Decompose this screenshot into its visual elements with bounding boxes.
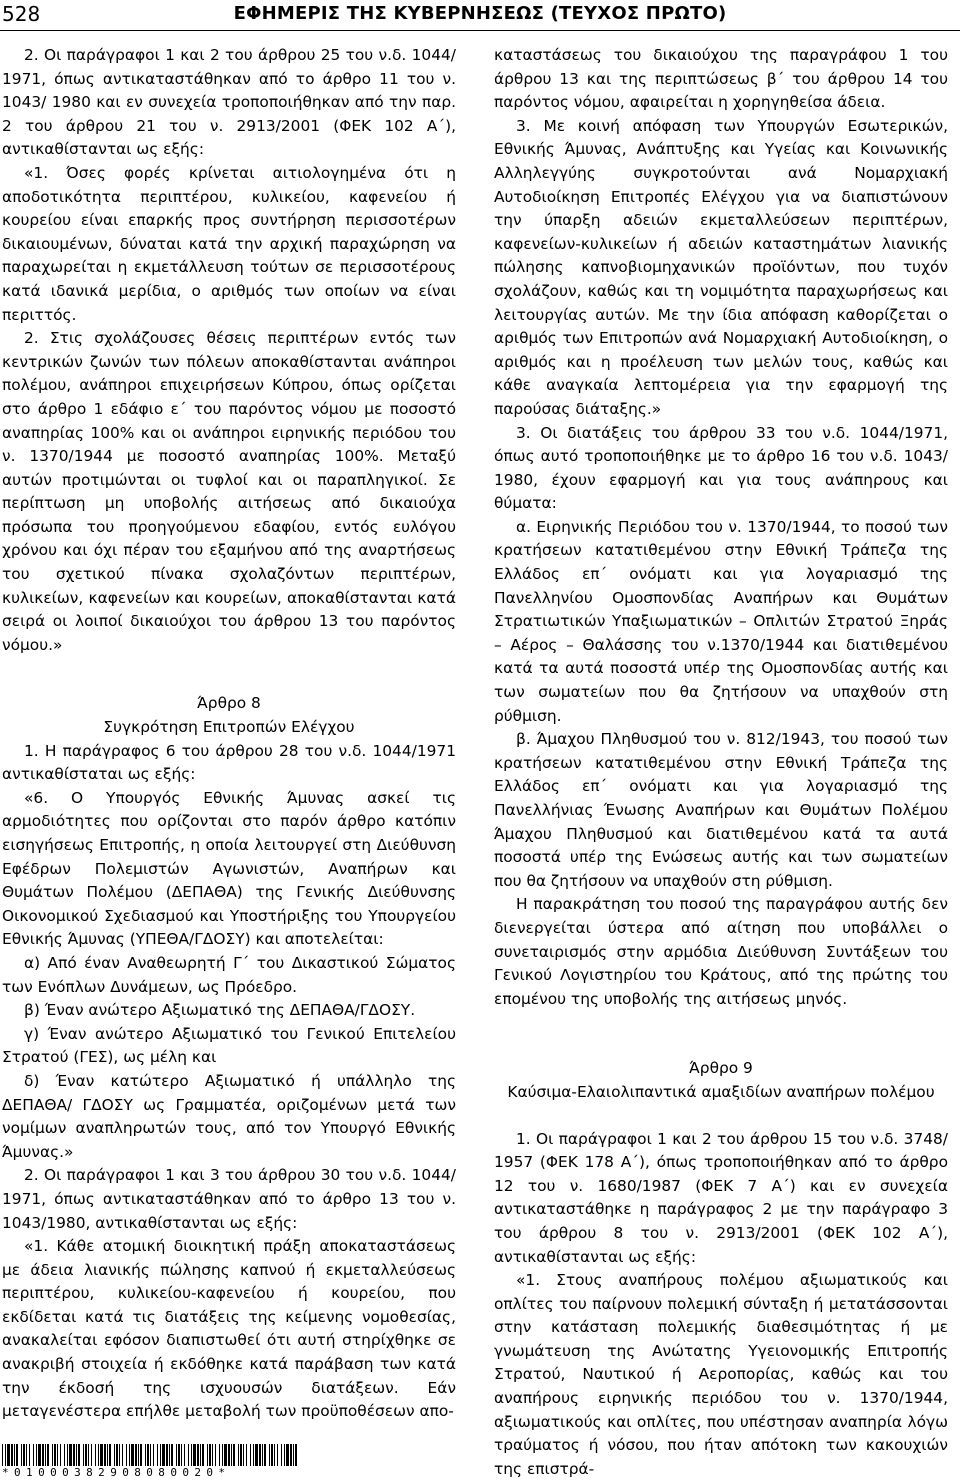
barcode-bar (52, 1444, 53, 1468)
barcode-bar (122, 1444, 123, 1468)
barcode-bar (88, 1444, 89, 1468)
barcode-bar (42, 1444, 44, 1468)
barcode-bar (5, 1444, 6, 1468)
paragraph: β) Έναν ανώτερο Αξιωματικό της ΔΕΠΑΘΑ/ΓΔΟΣΥ. (24, 1001, 416, 1020)
barcode-bar (126, 1444, 127, 1468)
barcode-bar (73, 1444, 75, 1468)
barcode-bar (212, 1444, 213, 1468)
paragraph: 3. Με κοινή απόφαση των Υπουργών Εσωτερικών, Εθνικής Άμυνας, Ανάπτυξης και Υγείας και Κοινωνικής Αλληλεγγύης συγκροτούνται ανά Νομαρχιακή Αυτοδιοίκηση Επιτροπές Ελέγχου για να διαπιστώνουν την ύπαρξη αδειών εκμεταλλεύσεων περιπτέρων, καφενείων-κυλικείων ή αδειών καταστημάτων λιανικής πώλησης καπνοβιομηχανικών προϊόντων, που τυχόν σχολάζουν, καθώς και τη νομιμότητα παραχωρήσεως και λειτουργίας αυτών. Με την ίδια απόφαση καθορίζεται ο αριθμός των Επιτροπών ανά Νομαρχιακή Αυτοδιοίκηση, ο αριθμός και η προέλευση των μελών τους, καθώς και κάθε αναγκαία λεπτομέρεια για την εφαρμογή της παρούσας διάταξης.» (494, 116, 948, 418)
barcode-bar (188, 1444, 189, 1468)
barcode-bar (100, 1444, 103, 1468)
barcode-bar (240, 1444, 242, 1468)
left-column (2, 44, 456, 1424)
barcode-bar (193, 1444, 196, 1468)
barcode-bar (224, 1444, 227, 1468)
barcode-bar (243, 1444, 244, 1468)
barcode-bar (135, 1444, 137, 1468)
barcode-bar (138, 1444, 139, 1468)
barcode-bar (129, 1444, 130, 1468)
barcode-bar (197, 1444, 199, 1468)
barcode-bar (215, 1444, 216, 1468)
barcode-bar (259, 1444, 261, 1468)
barcode-bar (295, 1444, 297, 1468)
barcode-bar (21, 1444, 22, 1468)
paragraph: 2. Στις σχολάζουσες θέσεις περιπτέρων εντός των κεντρικών ζωνών των πόλεων αποκαθίστανται ανάπηροι πολέμου, ανάπηροι επιχειρήσεων Κύπρου, όπως ορίζεται στο άρθρο 1 εδάφιο ε΄ του παρόντος νόμου με ποσοστό αναπηρίας 100% και οι ανάπηροι ειρηνικής περιόδου του ν. 1370/1944 με ποσοστό αναπηρίας 100%. Μεταξύ αυτών προτιμώνται οι τυφλοί και οι παραπληγικοί. Σε περίπτωση μη υποβολής αιτήσεως από δικαιούχα πρόσωπα του προηγούμενου εδαφίου, εντός ευλόγου χρόνου και όχι πέραν του εξαμήνου από της αναρτήσεως του σχετικού πίνακα σχολαζόντων περιπτέρων, κυλικείων, καφενείων και κουρείων, αποκαθίστανται κατά σειρά οι λοιποί δικαιούχοι του άρθρου 13 του παρόντος νόμου.» (2, 329, 456, 654)
paragraph: «6. Ο Υπουργός Εθνικής Άμυνας ασκεί τις αρμοδιότητες που ορίζονται στο παρόν άρθρο κατόπιν εισηγήσεως Επιτροπής, η οποία λειτουργεί στη Διεύθυνση Εφέδρων Πολεμιστών Αγωνιστών, Αναπήρων και Θυμάτων Πολέμου (ΔΕΠΑΘΑ) της Γενικής Διεύθυνσης Οικονομικού Σχεδιασμού και Υποστήριξης του Υπουργείου Εθνικής Άμυνας (ΥΠΕΘΑ/ΓΔΟΣΥ) και αποτελείται: (2, 788, 456, 949)
article-8-heading: Άρθρο 8 (197, 694, 261, 713)
barcode-bar (246, 1444, 247, 1468)
barcode-bar (64, 1444, 65, 1468)
barcode-bar (16, 1444, 18, 1468)
barcode-bar (147, 1444, 149, 1468)
barcode-bar (29, 1444, 30, 1468)
barcode (2, 1444, 302, 1482)
barcode-bar (209, 1444, 211, 1468)
barcode-bar (233, 1444, 235, 1468)
barcode-bar (109, 1444, 111, 1468)
paragraph: 3. Οι διατάξεις του άρθρου 33 του ν.δ. 1044/1971, όπως αυτό τροποποιήθηκε με το άρθρο 16 του ν.δ. 1043/ 1980, έχουν εφαρμογή και για τους ανάπηρους και θύματα: (494, 423, 948, 513)
paragraph: Η παρακράτηση του ποσού της παραγράφου αυτής δεν διενεργείται ύστερα από αίτηση που υποβάλλει ο συνεταιρισμός στην αρμόδια Διεύθυνση Συντάξεων του Γενικού Λογιστηρίου του Κράτους, από της πρώτης του επομένου της υποβολής της αιτήσεως μηνός. (494, 895, 948, 1008)
paragraph: «1. Κάθε ατομική διοικητική πράξη αποκαταστάσεως με άδεια λιανικής πώλησης καπνού ή εκμεταλλεύσεως περιπτέρου, κυλικείου-καφενείου ή κουρείου, που εκδίδεται κατά τις διατάξεις της κείμενης νομοθεσίας, ανακαλείται εφόσον διαπιστωθεί ότι αυτή στηρίχθηκε σε ανακριβή στοιχεία ή εκδόθηκε κατά παράβαση των κατά την έκδοσή της ισχυουσών διατάξεων. Εάν μεταγενέστερα επήλθε μεταβολή των προϋποθέσεων απο- (2, 1237, 456, 1421)
barcode-bar (271, 1444, 273, 1468)
barcode-bar (69, 1444, 72, 1468)
barcode-bar (26, 1444, 27, 1468)
barcode-bar (7, 1444, 10, 1468)
barcode-bar (114, 1444, 115, 1468)
barcode-bar (145, 1444, 146, 1468)
barcode-bar (78, 1444, 80, 1468)
barcode-number: *01000382908080020* (2, 1466, 302, 1480)
barcode-bar (11, 1444, 13, 1468)
barcode-bar (178, 1444, 180, 1468)
barcode-bar (2, 1444, 3, 1468)
article-8-title: Συγκρότηση Επιτροπών Ελέγχου (103, 718, 355, 737)
paragraph: καταστάσεως του δικαιούχου της παραγράφου 1 του άρθρου 13 και της περιπτώσεως β΄ του άρθρου 14 του παρόντος νόμου, αφαιρείται η χορηγηθείσα άδεια. (494, 46, 948, 112)
paragraph: «1. Όσες φορές κρίνεται αιτιολογημένα ότι η αποδοτικότητα περιπτέρου, κυλικείου, καφενείου ή κουρείου είναι επαρκής προς συντήρηση περισσοτέρων δικαιουμένων, δύναται κατά την αρχική παραχώρηση να παραχωρείται η εκμετάλλευση τούτων σε περισσοτέρους κατά ιδανικά μερίδια, ο αριθμός των οποίων να είναι περιττός. (2, 163, 456, 324)
barcode-bar (200, 1444, 201, 1468)
barcode-bar (264, 1444, 266, 1468)
barcode-bar (219, 1444, 220, 1468)
barcode-bar (131, 1444, 134, 1468)
barcode-bar (176, 1444, 177, 1468)
barcode-bar (262, 1444, 263, 1468)
barcode-bar (57, 1444, 58, 1468)
barcode-bar (255, 1444, 258, 1468)
article-9-title: Καύσιμα-Ελαιολιπαντικά αμαξιδίων αναπήρων πολέμου (507, 1082, 935, 1101)
barcode-bar (85, 1444, 87, 1468)
barcode-bar (277, 1444, 278, 1468)
barcode-bar (228, 1444, 230, 1468)
paragraph: 1. Οι παράγραφοι 1 και 2 του άρθρου 15 του ν.δ. 3748/ 1957 (ΦΕΚ 178 Α΄), όπως τροποποιήθηκαν από το άρθρο 12 του ν. 1680/1987 (ΦΕΚ 7 Α΄) και εν συνεχεία αντικαταστάθηκε η παράγραφος 2 με την παράγραφο 3 του άρθρου 8 του ν. 2913/2001 (ΦΕΚ 102 Α΄), αντικαθίστανται ως εξής: (494, 1129, 948, 1266)
barcode-bar (162, 1444, 165, 1468)
barcode-bar (157, 1444, 158, 1468)
barcode-bar (95, 1444, 96, 1468)
barcode-bar (76, 1444, 77, 1468)
barcode-bar (191, 1444, 192, 1468)
barcode-bar (222, 1444, 223, 1468)
barcode-bar (83, 1444, 84, 1468)
barcode-bar (104, 1444, 106, 1468)
barcode-bar (45, 1444, 46, 1468)
barcode-bar (36, 1444, 37, 1468)
barcode-bar (54, 1444, 56, 1468)
barcode-bar (169, 1444, 170, 1468)
barcode-bar (33, 1444, 34, 1468)
barcode-bar (67, 1444, 68, 1468)
paragraph: 2. Οι παράγραφοι 1 και 3 του άρθρου 30 του ν.δ. 1044/ 1971, όπως αντικαταστάθηκαν από το άρθρο 13 του ν. 1043/1980, αντικαθίστανται ως εξής: (2, 1166, 456, 1232)
barcode-bar (290, 1444, 292, 1468)
barcode-bar (184, 1444, 185, 1468)
barcode-bar (274, 1444, 275, 1468)
barcode-bar (153, 1444, 154, 1468)
paragraph: β. Άμαχου Πληθυσμού του ν. 812/1943, του ποσού των κρατήσεων κατατιθεμένου στην Εθνική Τράπεζα της Ελλάδος επ΄ ονόματι και για λογαριασμό της Πανελλήνιας Ένωσης Αναπήρων και Θυμάτων Πολέμου Άμαχου Πληθυσμού και διατιθεμένου κατά τα αυτά ποσοστά υπέρ της Ενώσεως αυτής και των σωματείων που θα ζητήσουν να υπαχθούν στη ρύθμιση. (494, 730, 948, 890)
barcode-bar (284, 1444, 285, 1468)
barcode-bar (119, 1444, 120, 1468)
right-column (494, 44, 948, 1481)
barcode-bar (207, 1444, 208, 1468)
barcode-bar (107, 1444, 108, 1468)
paragraph: «1. Στους αναπήρους πολέμου αξιωματικούς και οπλίτες του παίρνουν πολεμική σύνταξη ή μετατάσσονται στην κατάσταση πολεμικής διαθεσιμότητας ή με γνωμάτευση της Ανώτατης Υγειονομικής Επιτροπής Στρατού, Ναυτικού ή Αεροπορίας, καθώς και του αναπήρους ειρηνικής περιόδου του ν. 1370/1944, αξιωματικούς και οπλίτες, που υπέστησαν αναπηρία λόγω τραύματος ή νόσου, που ήταν απότοκη των κακουχιών της επιστρά- (494, 1271, 948, 1478)
barcode-bar (47, 1444, 49, 1468)
barcode-bar (293, 1444, 294, 1468)
paragraph: 1. Η παράγραφος 6 του άρθρου 28 του ν.δ. 1044/1971 αντικαθίσταται ως εξής: (2, 741, 456, 784)
barcode-bar (150, 1444, 151, 1468)
barcode-bar (38, 1444, 41, 1468)
paragraph: δ) Έναν κατώτερο Αξιωματικό ή υπάλληλο της ΔΕΠΑΘΑ/ ΓΔΟΣΥ ως Γραμματέα, οριζομένων μετά των νομίμων αναπληρωτών τους, από τον Υπουργό Εθνικής Άμυνας.» (2, 1071, 456, 1161)
barcode-bar (116, 1444, 118, 1468)
barcode-bar (202, 1444, 204, 1468)
barcode-bar (181, 1444, 182, 1468)
paragraph: α. Ειρηνικής Περιόδου του ν. 1370/1944, το ποσού των κρατήσεων κατατιθεμένου στην Εθνική Τράπεζα της Ελλάδος επ΄ ονόματι και για λογαριασμό της Πανελληνίου Ομοσπονδίας Αναπήρων και Θυμάτων Στρατιωτικών Υπαξιωματικών – Οπλιτών Στρατού Ξηράς – Αέρος – Θαλάσσης του ν.1370/1944 και διατιθεμένου κατά τα αυτά ποσοστά υπέρ της Ομοσπονδίας αυτής και των σωματείων που θα ζητήσουν να υπαχθούν στη ρύθμιση. (494, 517, 948, 725)
page-header (0, 0, 960, 31)
barcode-bar (231, 1444, 232, 1468)
paragraph: 2. Οι παράγραφοι 1 και 2 του άρθρου 25 του ν.δ. 1044/ 1971, όπως αντικαταστάθηκαν από το άρθρο 11 του ν. 1043/ 1980 και εν συνεχεία τροποποιήθηκαν από την παρ. 2 του άρθρου 21 του ν. 2913/2001 (ΦΕΚ 102 Α΄), αντικαθίστανται ως εξής: (2, 46, 456, 159)
barcode-bar (286, 1444, 289, 1468)
barcode-bar (14, 1444, 15, 1468)
barcode-bar (238, 1444, 239, 1468)
barcode-bar (281, 1444, 282, 1468)
barcode-bar (60, 1444, 61, 1468)
barcode-bar (91, 1444, 92, 1468)
barcode-bar (160, 1444, 161, 1468)
paragraph: γ) Έναν ανώτερο Αξιωματικό του Γενικού Επιτελείου Στρατού (ΓΕΣ), ως μέλη και (2, 1024, 456, 1067)
barcode-bar (23, 1444, 25, 1468)
barcode-bars (2, 1444, 302, 1468)
barcode-bar (171, 1444, 173, 1468)
barcode-bar (250, 1444, 251, 1468)
barcode-bar (98, 1444, 99, 1468)
barcode-bar (269, 1444, 270, 1468)
article-9-heading: Άρθρο 9 (689, 1059, 753, 1078)
barcode-bar (166, 1444, 168, 1468)
page-number: 528 (2, 2, 41, 26)
barcode-bar (253, 1444, 254, 1468)
barcode-bar (140, 1444, 142, 1468)
paragraph: α) Από έναν Αναθεωρητή Γ΄ του Δικαστικού Σώματος των Ενόπλων Δυνάμεων, ως Πρόεδρο. (2, 953, 456, 996)
gazette-title: ΕΦΗΜΕΡΙΣ ΤΗΣ ΚΥΒΕΡΝΗΣΕΩΣ (ΤΕΥΧΟΣ ΠΡΩΤΟ) (233, 3, 727, 24)
